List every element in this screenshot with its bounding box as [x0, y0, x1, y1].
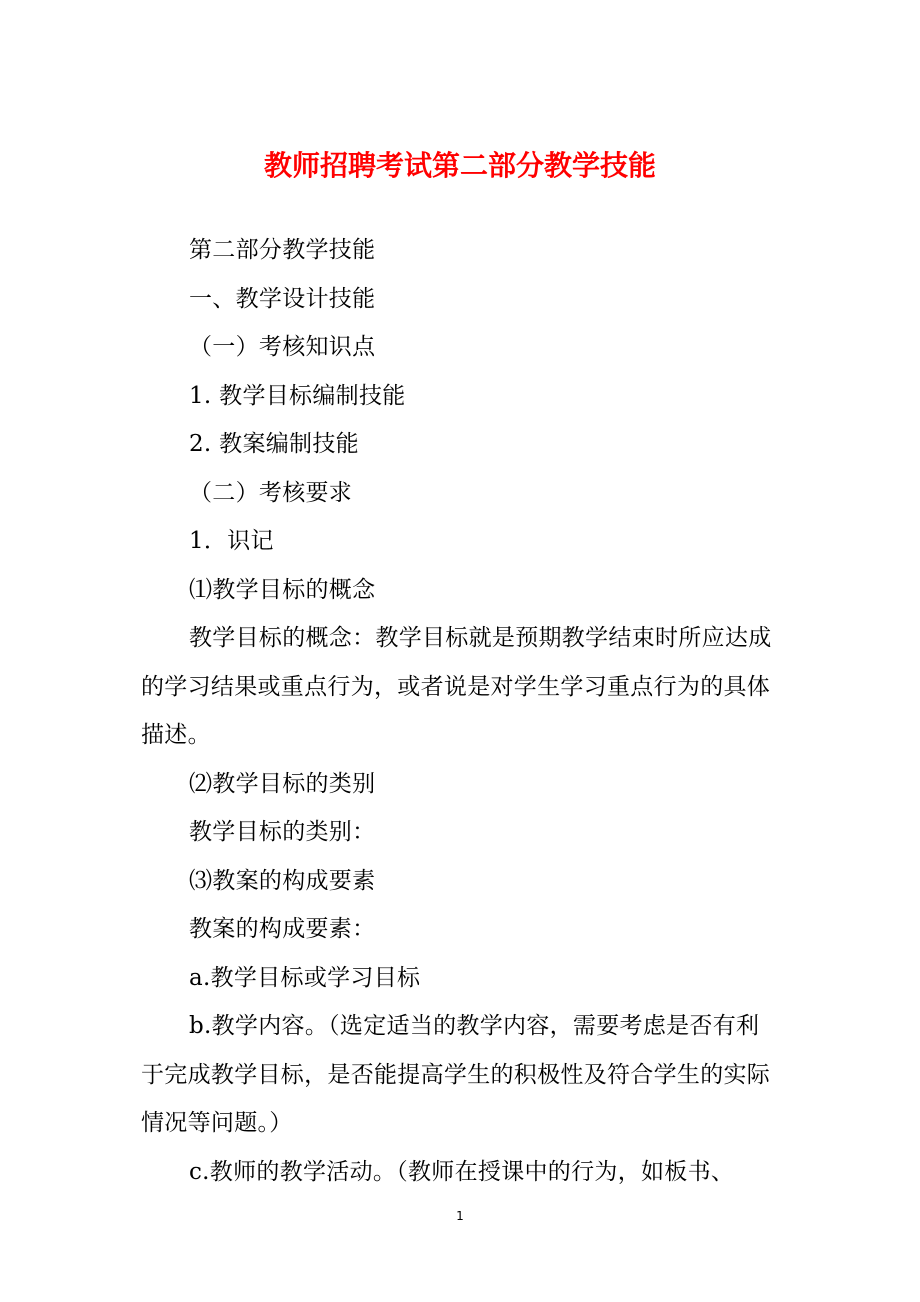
paragraph: ⑵教学目标的类别	[189, 770, 376, 797]
paragraph: ⑴教学目标的概念	[189, 576, 376, 603]
paragraph: b.教学内容。（选定适当的教学内容，需要考虑是否有利于完成教学目标，是否能提高学生的积极性及符合学生的实际情况等问题。）	[141, 1013, 771, 1136]
paragraph: 第二部分教学技能	[189, 237, 376, 263]
page-number: 1	[456, 1209, 464, 1223]
paragraph: c.教师的教学活动。（教师在授课中的行为，如板书、	[189, 1158, 735, 1185]
paragraph: 教案的构成要素：	[189, 916, 376, 942]
paragraph: a.教学目标或学习目标	[189, 964, 421, 991]
paragraph: 1. 教学目标编制技能	[189, 382, 406, 409]
paragraph: 一、教学设计技能	[189, 285, 376, 312]
paragraph: 2. 教案编制技能	[189, 431, 359, 457]
paragraph: 教学目标的类别：	[189, 819, 376, 845]
paragraph: ⑶教案的构成要素	[189, 867, 376, 894]
paragraph: （二）考核要求	[189, 479, 353, 506]
document-title: 教师招聘考试第二部分教学技能	[263, 149, 656, 182]
document-body	[141, 226, 781, 1196]
paragraph: 1．识记	[189, 528, 274, 554]
paragraph: （一）考核知识点	[189, 334, 376, 360]
paragraph: 教学目标的概念：教学目标就是预期教学结束时所应达成的学习结果或重点行为，或者说是对学生学习重点行为的具体描述。	[141, 625, 772, 748]
